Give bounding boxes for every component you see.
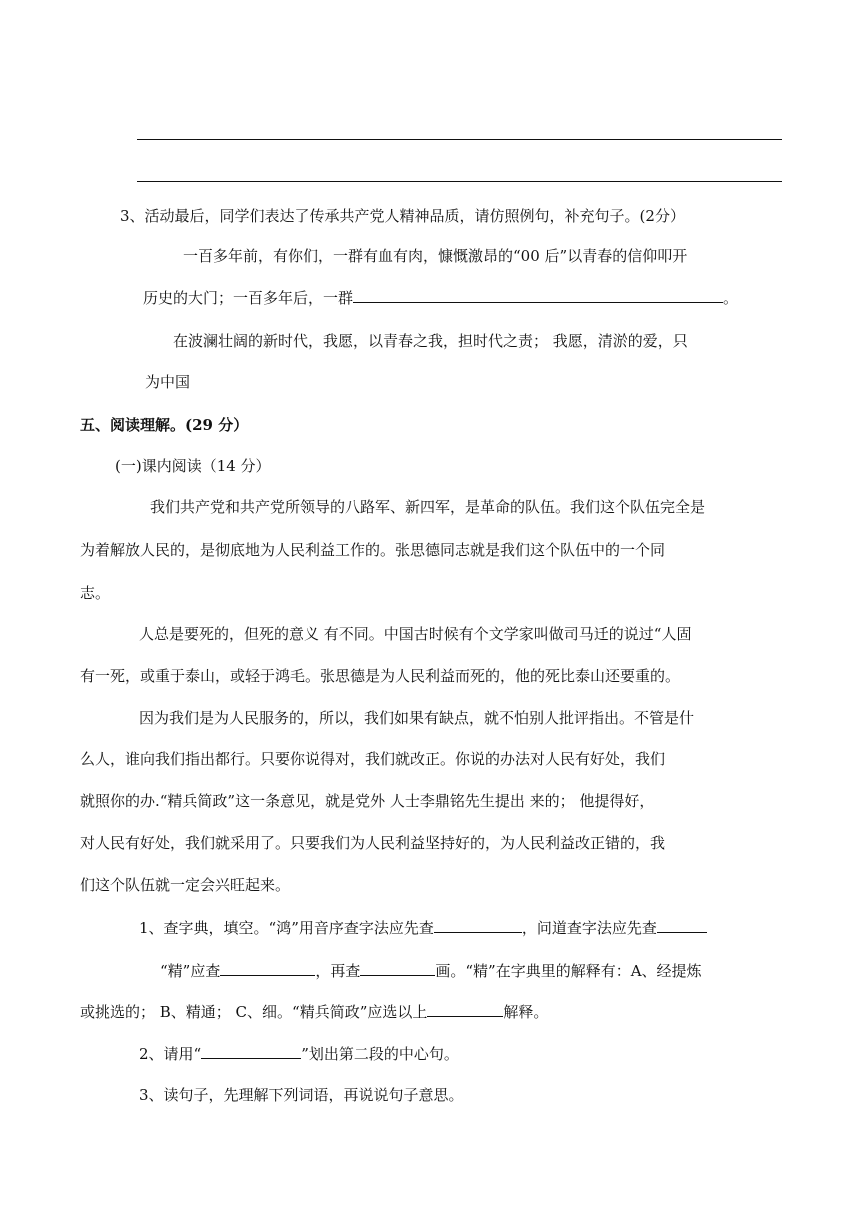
question-line: 3、读句子，先理解下列词语，再说说句子意思。 <box>139 1086 464 1104</box>
fill-in-blank[interactable] <box>353 287 723 303</box>
passage-line: 们这个队伍就一定会兴旺起来。 <box>80 876 291 894</box>
fill-in-blank[interactable] <box>434 917 522 933</box>
question-line <box>139 917 707 938</box>
question-line <box>160 960 702 981</box>
passage-line: 因为我们是为人民服务的，所以，我们如果有缺点，就不怕别人批评指出。不管是什 <box>139 709 695 727</box>
question-line <box>80 1001 548 1022</box>
passage-line: 我们共产党和共产党所领导的八路军、新四军，是革命的队伍。我们这个队伍完全是 <box>150 498 706 516</box>
section-heading: 五、阅读理解。(29 分） <box>80 416 249 434</box>
fill-in-blank[interactable] <box>657 917 707 933</box>
question-text: 2、请用“ <box>139 1045 202 1063</box>
sub-heading: (一)课内阅读（14 分） <box>115 457 271 475</box>
answer-line <box>137 181 782 182</box>
fill-in-blank[interactable] <box>360 960 435 976</box>
answer-line <box>137 139 782 140</box>
answer-text-line: 为中国 <box>145 373 191 391</box>
passage-line: 为着解放人民的，是彻底地为人民利益工作的。张思德同志就是我们这个队伍中的一个同 <box>80 541 666 559</box>
question-text: 画。“精”在字典里的解释有：A、经提炼 <box>435 962 702 980</box>
fill-in-blank[interactable] <box>427 1001 503 1017</box>
passage-line: 有一死，或重于泰山，或轻于鸿毛。张思德是为人民利益而死的，他的死比泰山还要重的。 <box>80 667 681 685</box>
question-text: 或挑选的； B、精通； C、细。“精兵简政”应选以上 <box>80 1003 428 1021</box>
question-text: 1、查字典，填空。“鸿”用音序查字法应先查 <box>139 919 434 937</box>
question-text: 解释。 <box>503 1003 549 1021</box>
question-prompt: 3、活动最后，同学们表达了传承共产党人精神品质，请仿照例句，补充句子。(2分） <box>120 207 685 225</box>
fill-in-blank[interactable] <box>220 960 315 976</box>
passage-line: 么人，谁向我们指出都行。只要你说得对，我们就改正。你说的办法对人民有好处，我们 <box>80 750 666 768</box>
question-text: ”划出第二段的中心句。 <box>301 1045 459 1063</box>
question-text: ，问道查字法应先查 <box>521 919 657 937</box>
fill-in-blank[interactable] <box>201 1043 301 1059</box>
example-sentence-text: 历史的大门；一百多年后，一群 <box>143 289 354 307</box>
passage-line: 人总是要死的，但死的意义 有不同。中国古时候有个文学家叫做司马迁的说过“人固 <box>139 625 692 643</box>
passage-line: 就照你的办.“精兵简政”这一条意见，就是党外 人士李鼎铭先生提出 来的； 他提得好， <box>80 792 655 810</box>
passage-line: 志。 <box>80 584 111 602</box>
question-text: ，再查 <box>315 962 361 980</box>
example-sentence-line <box>143 287 738 308</box>
question-line <box>139 1043 459 1064</box>
answer-text-line: 在波澜壮阔的新时代，我愿，以青春之我，担时代之责； 我愿，清淤的爱，只 <box>173 332 688 350</box>
passage-line: 对人民有好处，我们就采用了。只要我们为人民利益坚持好的，为人民利益改正错的，我 <box>80 834 666 852</box>
example-sentence-line: 一百多年前，有你们，一群有血有肉，慷慨激昂的“00 后”以青春的信仰叩开 <box>183 247 688 265</box>
sentence-end: 。 <box>723 289 739 307</box>
question-text: “精”应查 <box>160 962 221 980</box>
